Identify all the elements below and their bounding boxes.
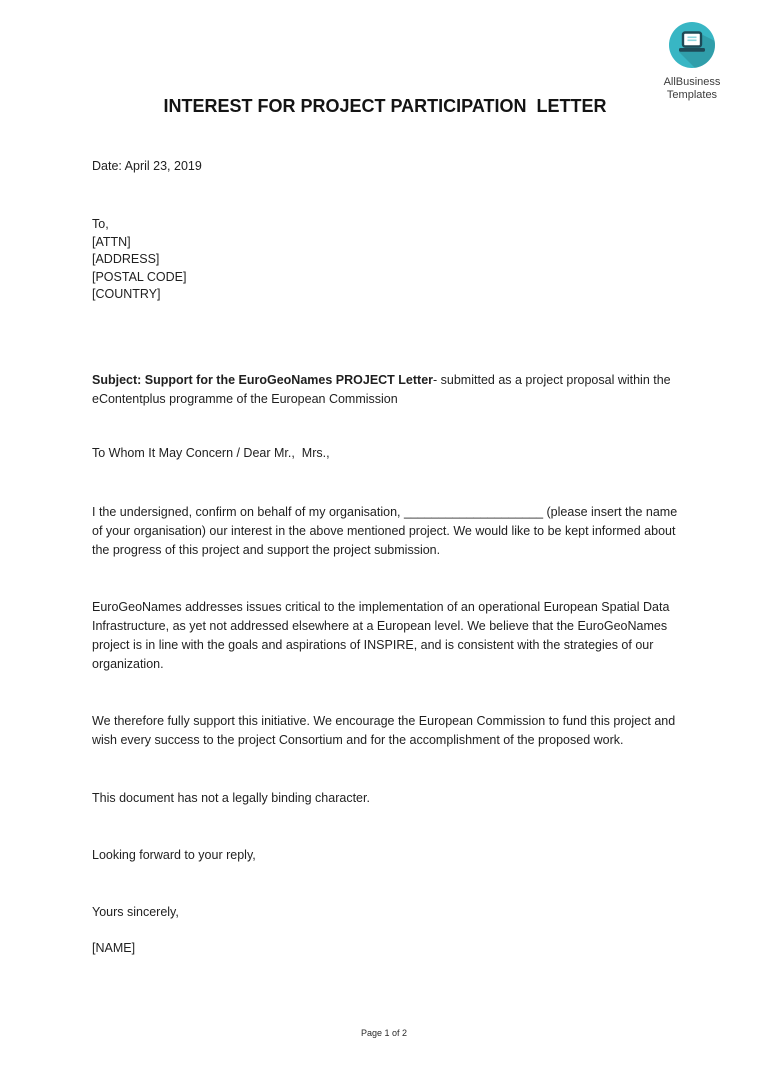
- brand-name-line1: AllBusiness: [663, 76, 721, 88]
- salutation: To Whom It May Concern / Dear Mr., Mrs.,: [92, 445, 330, 460]
- legal-note: This document has not a legally binding character.: [92, 790, 370, 805]
- signature-name-placeholder: [NAME]: [92, 940, 136, 955]
- recipient-line-postal-code: [POSTAL CODE]: [92, 269, 187, 284]
- paragraph-eurogeonames: EuroGeoNames addresses issues critical to the implementation of an operational European Spatial Data Infrastructure, as yet not addressed elsewhere at a European level. We believe that the EuroGeoNames project is in line with the goals and aspirations of INSPIRE, and is consistent with the strategies of our organization.: [92, 599, 670, 671]
- brand-name-line2: Templates: [666, 89, 718, 101]
- date-line: Date: April 23, 2019: [92, 159, 202, 173]
- recipient-line-address: [ADDRESS]: [92, 252, 160, 266]
- recipient-block: [92, 216, 678, 304]
- paragraph-interest-after-blank: (please insert the name of your organisation) our interest in the above mentioned project. We would like to be kept informed about the progress of this project and support the project submission.: [92, 504, 678, 557]
- subject-line: [92, 371, 678, 409]
- closing-line: Looking forward to your reply,: [92, 847, 256, 862]
- subject-regular-part: - submitted as a project proposal within the eContentplus programme of the European Commission: [92, 372, 671, 406]
- paragraph-support: We therefore fully support this initiative. We encourage the European Commission to fund this project and wish every success to the project Consortium and for the accomplishment of the proposed work.: [92, 713, 676, 747]
- page-number: Page 1 of 2: [360, 1028, 408, 1038]
- recipient-line-to: To,: [92, 217, 109, 231]
- paragraph-interest-before-blank: I the undersigned, confirm on behalf of my organisation,: [92, 504, 404, 519]
- recipient-line-attn: [ATTN]: [92, 234, 131, 249]
- letter-title: INTEREST FOR PROJECT PARTICIPATION LETTER: [163, 96, 607, 116]
- laptop-icon: [669, 22, 715, 74]
- allbusiness-logo: [644, 22, 740, 102]
- subject-bold-part: Subject: Support for the EuroGeoNames PROJECT Letter: [92, 372, 434, 387]
- paragraph-interest: [92, 503, 678, 560]
- recipient-line-country: [COUNTRY]: [92, 287, 161, 301]
- org-name-blank: ____________________: [404, 504, 544, 519]
- sign-off: Yours sincerely,: [92, 904, 179, 919]
- brand-name: [644, 76, 740, 102]
- page-footer: [0, 1028, 768, 1039]
